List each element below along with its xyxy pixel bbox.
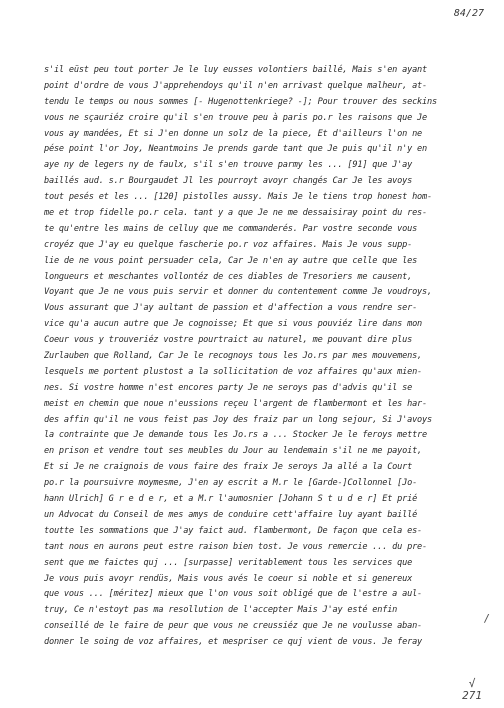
text-line: hann Ulrich] G r e d e r, et a M.r l'aumosnier [Johann S t u d e r] Et prié [44, 494, 418, 505]
text-line: tout pesés et les ... [120] pistolles aussy. Mais Je le tiens trop honest hom- [44, 192, 432, 203]
text-line: me et trop fidelle po.r cela. tant y a que Je ne me dessaisiray point du res- [44, 208, 427, 219]
text-line: sent que me faictes quj ... [surpasse] veritablement tous les services que [44, 557, 413, 568]
text-line: en prison et vendre tout ses meubles du Jour au lendemain s'il ne me payoit, [44, 446, 423, 457]
text-line: point d'ordre de vous J'apprehendoys qu'il n'en arrivast quelque malheur, at- [44, 80, 427, 91]
text-line: Et si Je ne craignois de vous faire des fraix Je seroys Ja allé a la Court [44, 462, 413, 473]
text-line: Vous assurant que J'ay aultant de passion et d'affection a vous rendre ser- [44, 303, 418, 314]
text-line: pése point l'or Joy, Neantmoins Je prends garde tant que Je puis qu'il n'y en [44, 144, 427, 155]
text-line: Voyant que Je ne vous puis servir et donner du contentement comme Je voudroys, [44, 287, 432, 298]
text-line: lie de ne vous point persuader cela, Car Je n'en ay autre que celle que les [44, 255, 418, 266]
text-line: nes. Si vostre homme n'est encores party Je ne seroys pas d'advis qu'il se [44, 382, 413, 393]
text-line: un Advocat du Conseil de mes amys de conduire cett'affaire luy ayant baillé [44, 509, 418, 520]
text-line: conseillé de le faire de peur que vous ne creussiéz que Je ne voulusse aban- [44, 621, 423, 632]
text-line: vice qu'a aucun autre que Je cognoisse; Et que si vous pouviéz lire dans mon [44, 319, 423, 330]
folio-number: 271 [462, 689, 482, 702]
text-line: po.r la poursuivre moymesme, J'en ay escrit a M.r le [Garde-]Collonnel [Jo- [44, 478, 418, 489]
folio-stamp [462, 678, 482, 702]
text-line: truy, Ce n'estoyt pas ma resollution de l'accepter Mais J'ay esté enfin [44, 605, 398, 616]
text-line: lesquels me portent plustost a la sollicitation de voz affaires qu'aux mien- [44, 366, 423, 377]
text-line: s'il eüst peu tout porter Je le luy eusses volontiers baillé, Mais s'en ayant [44, 65, 427, 75]
text-line: Coeur vous y trouveriéz vostre pourtraict au naturel, me pouvant dire plus [44, 335, 413, 346]
text-line: tendu le temps ou nous sommes [- Hugenottenkriege? -]; Pour trouver des seckins [44, 96, 437, 107]
text-line: la contrainte que Je demande tous les Jo.rs a ... Stocker Je le feroys mettre [44, 430, 427, 441]
text-line: tant nous en aurons peut estre raison bien tost. Je vous remercie ... du pre- [44, 541, 427, 552]
text-line: des affin qu'il ne vous feist pas Joy des fraiz par un long sejour, Si J'avoys [44, 414, 432, 425]
text-line: Zurlauben que Rolland, Car Je le recognoys tous les Jo.rs par mes mouvemens, [44, 351, 423, 362]
text-line: vous ne sçauriéz croire qu'il s'en trouve peu à paris po.r les raisons que Je [44, 112, 427, 123]
text-line: donner le soing de voz affaires, et mespriser ce quj vient de vous. Je feray [44, 637, 423, 648]
text-line: croyéz que J'ay eu quelque fascherie po.r voz affaires. Mais Je vous supp- [44, 239, 413, 250]
text-line: aye ny de legers ny de faulx, s'il s'en trouve parmy les ... [91] que J'ay [44, 160, 413, 171]
text-line: longueurs et meschantes vollontéz de ces diables de Tresoriers me causent, [44, 271, 413, 282]
page-number: 84/27 [453, 8, 484, 19]
text-line: vous ay mandées, Et si J'en donne un solz de la piece, Et d'ailleurs l'on ne [44, 128, 423, 139]
margin-mark: / [483, 612, 490, 625]
text-line: te qu'entre les mains de celluy que me commanderés. Par vostre seconde vous [44, 223, 418, 234]
text-line: toutte les sommations que J'ay faict aud. flambermont, De façon que cela es- [44, 525, 423, 536]
text-line: baillés aud. s.r Bourgaudet Jl les pourroyt avoyr changés Car Je les avoys [44, 176, 413, 187]
text-line: que vous ... [méritez] mieux que l'on vous soit obligé que de l'estre a aul- [44, 589, 423, 600]
text-line: Je vous puis avoyr rendüs, Mais vous avés le coeur si noble et si genereux [44, 573, 413, 584]
folio-check-mark: √ [468, 677, 476, 690]
text-line: meist en chemin que noue n'eussions reçeu l'argent de flambermont et les har- [44, 398, 427, 409]
letter-body [44, 63, 462, 651]
